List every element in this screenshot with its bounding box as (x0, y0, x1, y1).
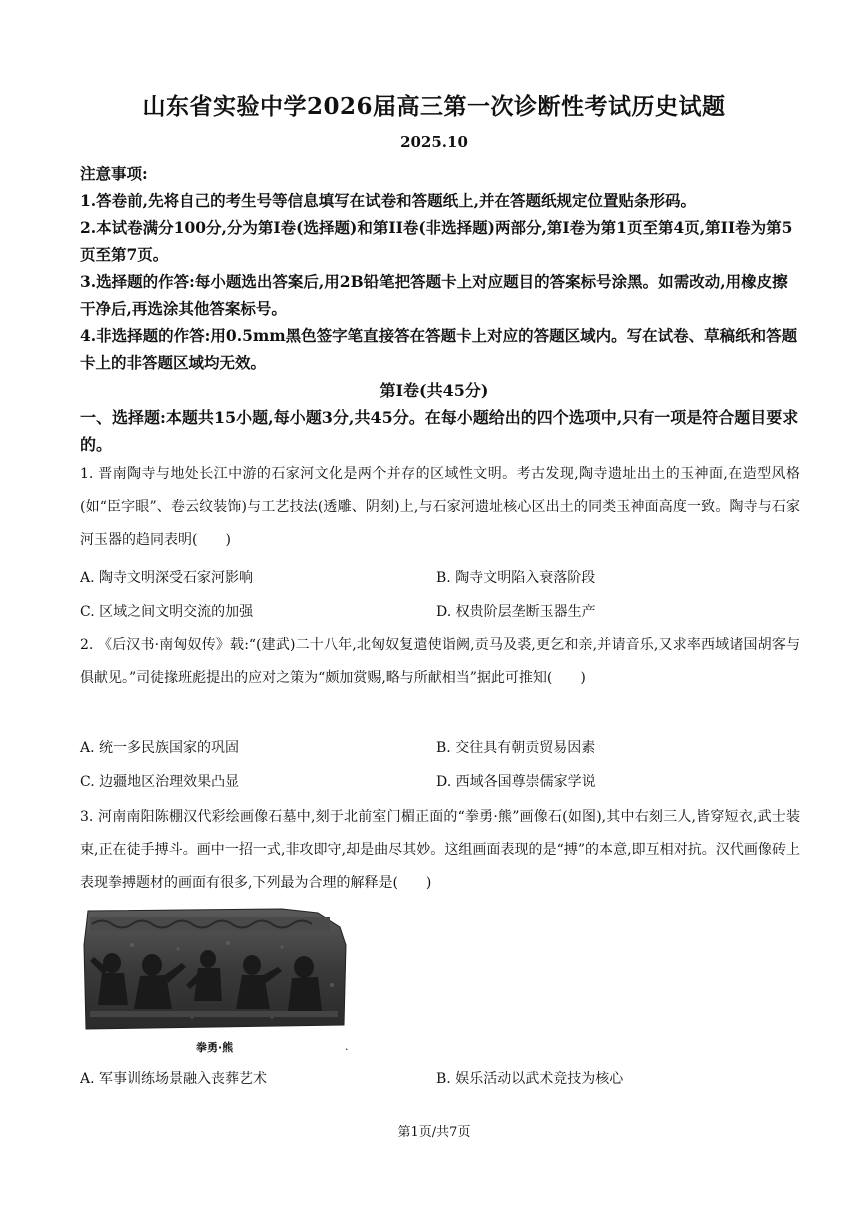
question-1-option-c[interactable]: C. 区域之间文明交流的加强 (80, 604, 254, 620)
question-1-option-a[interactable]: A. 陶寺文明深受石家河影响 (80, 570, 254, 586)
page-footer: 第1页/共7页 (397, 1125, 471, 1140)
notice-item: 2.本试卷满分100分,分为第I卷(选择题)和第II卷(非选择题)两部分,第I卷为第1页至第4页,第II卷为第5页至第7页。 (80, 218, 793, 264)
exam-title: 山东省实验中学2026届高三第一次诊断性考试历史试题 (142, 93, 726, 120)
question-1-option-b[interactable]: B. 陶寺文明陷入衰落阶段 (436, 570, 596, 586)
question-2-option-a[interactable]: A. 统一多民族国家的巩固 (80, 740, 240, 756)
question-3-option-b[interactable]: B. 娱乐活动以武术竞技为核心 (436, 1071, 624, 1087)
figure-caption: 拳勇·熊 (196, 1041, 234, 1054)
question-2-option-d[interactable]: D. 西域各国尊崇儒家学说 (436, 774, 596, 790)
stone-relief-image (82, 905, 350, 1033)
exam-date: 2025.10 (400, 133, 468, 151)
section-title: 第I卷(共45分) (379, 381, 489, 400)
notice-item: 4.非选择题的作答:用0.5mm黑色签字笔直接答在答题卡上对应的答题区域内。写在试卷、草稿纸和答题卡上的非答题区域均无效。 (80, 326, 798, 372)
question-3-option-a[interactable]: A. 军事训练场景融入丧葬艺术 (80, 1071, 268, 1087)
period-mark: . (345, 1040, 349, 1053)
notice-heading: 注意事项: (80, 164, 148, 183)
section-description: 一、选择题:本题共15小题,每小题3分,共45分。在每小题给出的四个选项中,只有一项是符合题目要求的。 (80, 408, 799, 454)
question-2-option-c[interactable]: C. 边疆地区治理效果凸显 (80, 774, 240, 790)
question-1-option-d[interactable]: D. 权贵阶层垄断玉器生产 (436, 604, 596, 620)
question-2-stem: 2. 《后汉书·南匈奴传》载:“(建武)二十八年,北匈奴复遣使诣阙,贡马及裘,更乞和亲,并请音乐,又求率西域诸国胡客与俱献见。”司徒掾班彪提出的应对之策为“颇加赏赐,略与所献相当”据此可推知( ) (80, 637, 800, 686)
notice-item: 3.选择题的作答:每小题选出答案后,用2B铅笔把答题卡上对应题目的答案标号涂黑。如需改动,用橡皮擦干净后,再选涂其他答案标号。 (80, 272, 788, 318)
notice-item: 1.答卷前,先将自己的考生号等信息填写在试卷和答题纸上,并在答题纸规定位置贴条形码。 (80, 191, 696, 210)
question-3-stem: 3. 河南南阳陈棚汉代彩绘画像石墓中,刻于北前室门楣正面的“拳勇·熊”画像石(如图),其中右刻三人,皆穿短衣,武士装束,正在徒手搏斗。画中一招一式,非攻即守,却是曲尽其妙。这组画面表现的是“搏”的本意,即互相对抗。汉代画像砖上表现拳搏题材的画面有很多,下列最为合理的解释是( ) (80, 809, 800, 891)
question-1-stem: 1. 晋南陶寺与地处长江中游的石家河文化是两个并存的区域性文明。考古发现,陶寺遗址出土的玉神面,在造型风格(如“臣字眼”、卷云纹装饰)与工艺技法(透雕、阴刻)上,与石家河遗址核心区出土的同类玉神面高度一致。陶寺与石家河玉器的趋同表明( ) (80, 466, 800, 548)
question-2-option-b[interactable]: B. 交往具有朝贡贸易因素 (436, 740, 596, 756)
